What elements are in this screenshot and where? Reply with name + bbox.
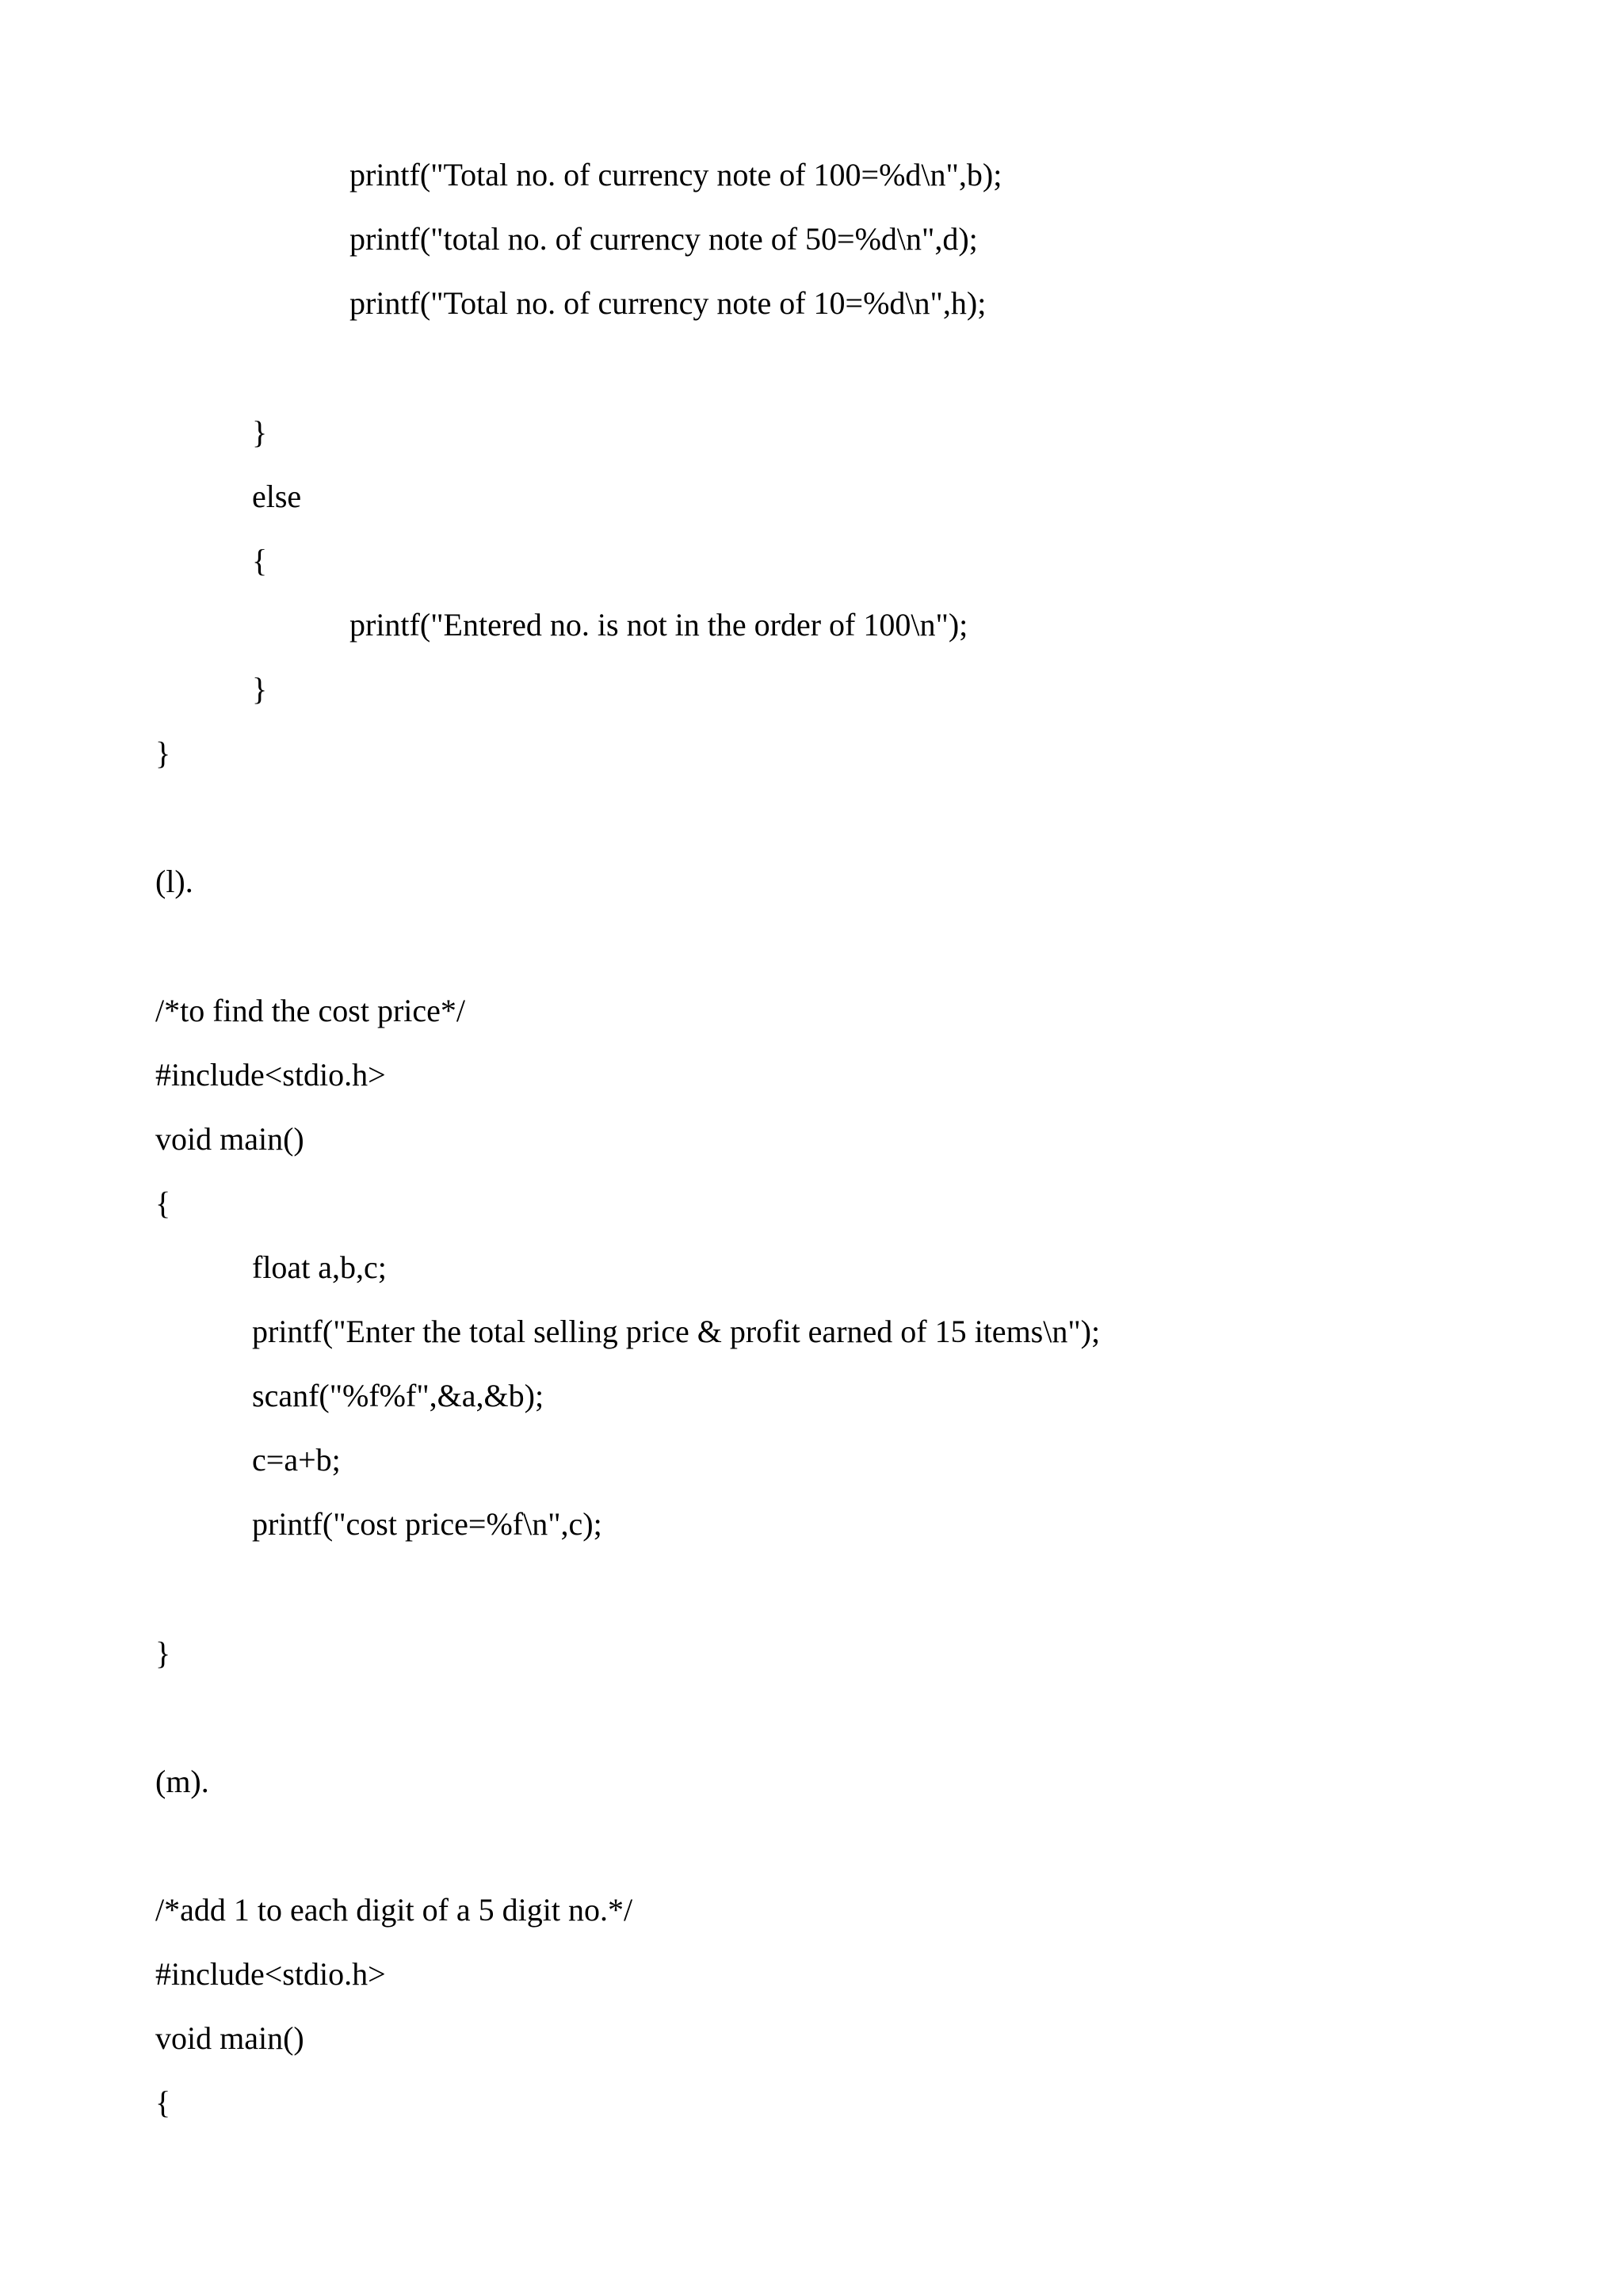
code-line: printf("total no. of currency note of 50=%d\n",d); [349, 221, 978, 257]
code-line: } [252, 414, 268, 450]
code-line: void main() [155, 2020, 304, 2056]
code-line: printf("Enter the total selling price & profit earned of 15 items\n"); [252, 1314, 1101, 1349]
code-comment: /*to find the cost price*/ [155, 993, 466, 1028]
code-line: #include<stdio.h> [155, 1956, 386, 1992]
code-line: #include<stdio.h> [155, 1057, 386, 1093]
code-line: void main() [155, 1121, 304, 1157]
code-comment: /*add 1 to each digit of a 5 digit no.*/ [155, 1892, 633, 1928]
code-line: { [252, 543, 268, 578]
code-line: { [155, 1185, 171, 1221]
code-line: printf("Entered no. is not in the order of 100\n"); [349, 607, 968, 643]
code-line: else [252, 479, 302, 514]
code-line: printf("Total no. of currency note of 100=%d\n",b); [349, 157, 1002, 193]
code-line: } [252, 671, 268, 707]
code-line: } [155, 1635, 171, 1671]
section-label: (m). [155, 1764, 209, 1799]
code-line: { [155, 2084, 171, 2120]
code-line: float a,b,c; [252, 1249, 387, 1285]
code-line: printf("Total no. of currency note of 10=%d\n",h); [349, 285, 987, 321]
code-line: c=a+b; [252, 1442, 341, 1478]
code-line: scanf("%f%f",&a,&b); [252, 1378, 544, 1413]
code-line: printf("cost price=%f\n",c); [252, 1506, 602, 1542]
section-label: (l). [155, 864, 193, 899]
code-line: } [155, 735, 171, 771]
